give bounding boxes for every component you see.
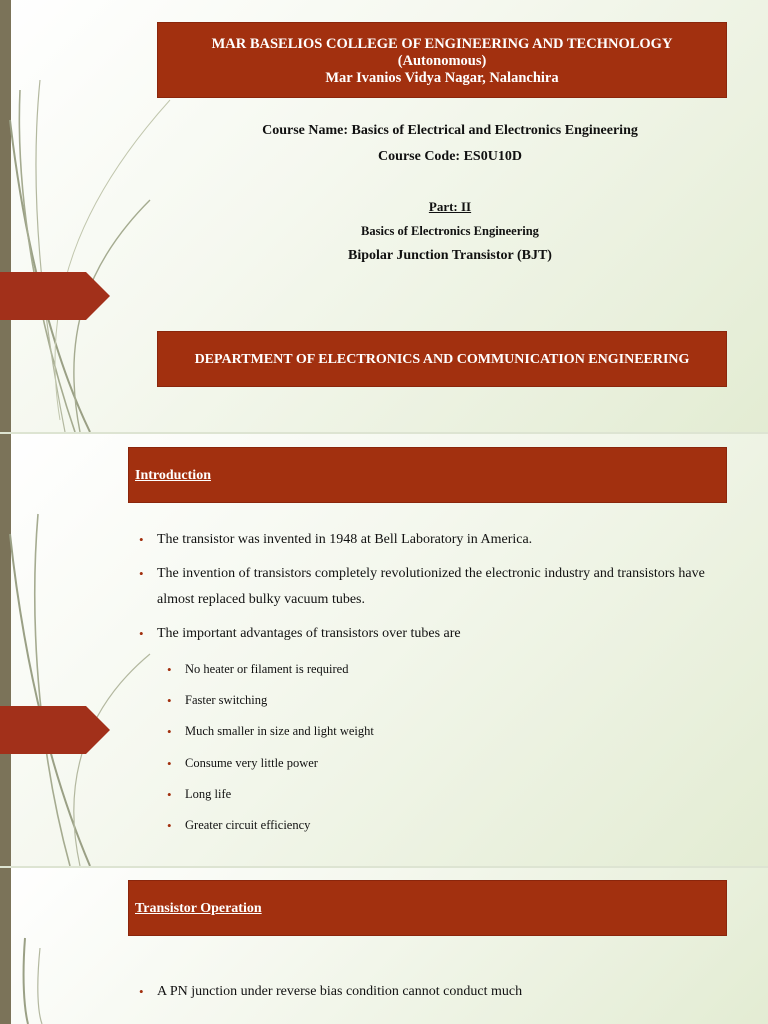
college-address: Mar Ivanios Vidya Nagar, Nalanchira bbox=[325, 70, 559, 86]
bullet-icon: • bbox=[139, 626, 144, 641]
college-name: MAR BASELIOS COLLEGE OF ENGINEERING AND TECHNOLOGY bbox=[211, 36, 673, 52]
list-item: • The transistor was invented in 1948 at Bell Laboratory in America. bbox=[137, 527, 727, 553]
section-heading-transistor-operation: Transistor Operation bbox=[128, 880, 727, 936]
list-item: • Faster switching bbox=[165, 685, 705, 716]
operation-bullet-list bbox=[137, 979, 727, 1005]
list-item: • The invention of transistors completely revolutionized the electronic industry and transistors have almost replaced bulky vacuum tubes. bbox=[137, 561, 727, 613]
autonomous-label: (Autonomous) bbox=[397, 53, 487, 69]
bullet-icon: • bbox=[167, 755, 172, 771]
list-item: • The important advantages of transistors over tubes are bbox=[137, 621, 727, 647]
left-bar bbox=[0, 0, 11, 432]
introduction-slide bbox=[0, 434, 768, 866]
arrow-tag bbox=[0, 706, 110, 754]
title-slide bbox=[0, 0, 768, 432]
part-label: Part: II bbox=[428, 199, 472, 214]
bullet-icon: • bbox=[167, 662, 172, 677]
section-heading-introduction: Introduction bbox=[128, 447, 727, 503]
arrow-tag bbox=[0, 272, 110, 320]
list-item: • A PN junction under reverse bias condition cannot conduct much bbox=[137, 979, 727, 1005]
bullet-icon: • bbox=[167, 693, 172, 709]
bullet-icon: • bbox=[167, 818, 172, 834]
list-item: • No heater or filament is required bbox=[165, 654, 705, 685]
department-banner: DEPARTMENT OF ELECTRONICS AND COMMUNICATION ENGINEERING bbox=[157, 331, 727, 387]
intro-bullet-list bbox=[137, 527, 727, 647]
bullet-icon: • bbox=[167, 724, 172, 740]
course-name: Course Name: Basics of Electrical and Electronics Engineering bbox=[262, 123, 638, 138]
transistor-operation-slide bbox=[0, 868, 768, 1024]
list-item: • Much smaller in size and light weight bbox=[165, 716, 705, 747]
topic-title: Bipolar Junction Transistor (BJT) bbox=[348, 248, 552, 263]
list-item: • Long life bbox=[165, 779, 705, 810]
bullet-icon: • bbox=[139, 566, 144, 581]
list-item: • Greater circuit efficiency bbox=[165, 810, 705, 841]
bullet-icon: • bbox=[167, 786, 172, 802]
left-bar bbox=[0, 868, 11, 1024]
part-subject: Basics of Electronics Engineering bbox=[361, 224, 539, 238]
list-item: • Consume very little power bbox=[165, 748, 705, 779]
bullet-icon: • bbox=[139, 532, 144, 547]
course-code: Course Code: ES0U10D bbox=[378, 149, 522, 164]
bullet-icon: • bbox=[139, 984, 144, 999]
college-title-banner bbox=[157, 22, 727, 98]
left-bar bbox=[0, 434, 11, 866]
advantages-list bbox=[165, 654, 705, 841]
